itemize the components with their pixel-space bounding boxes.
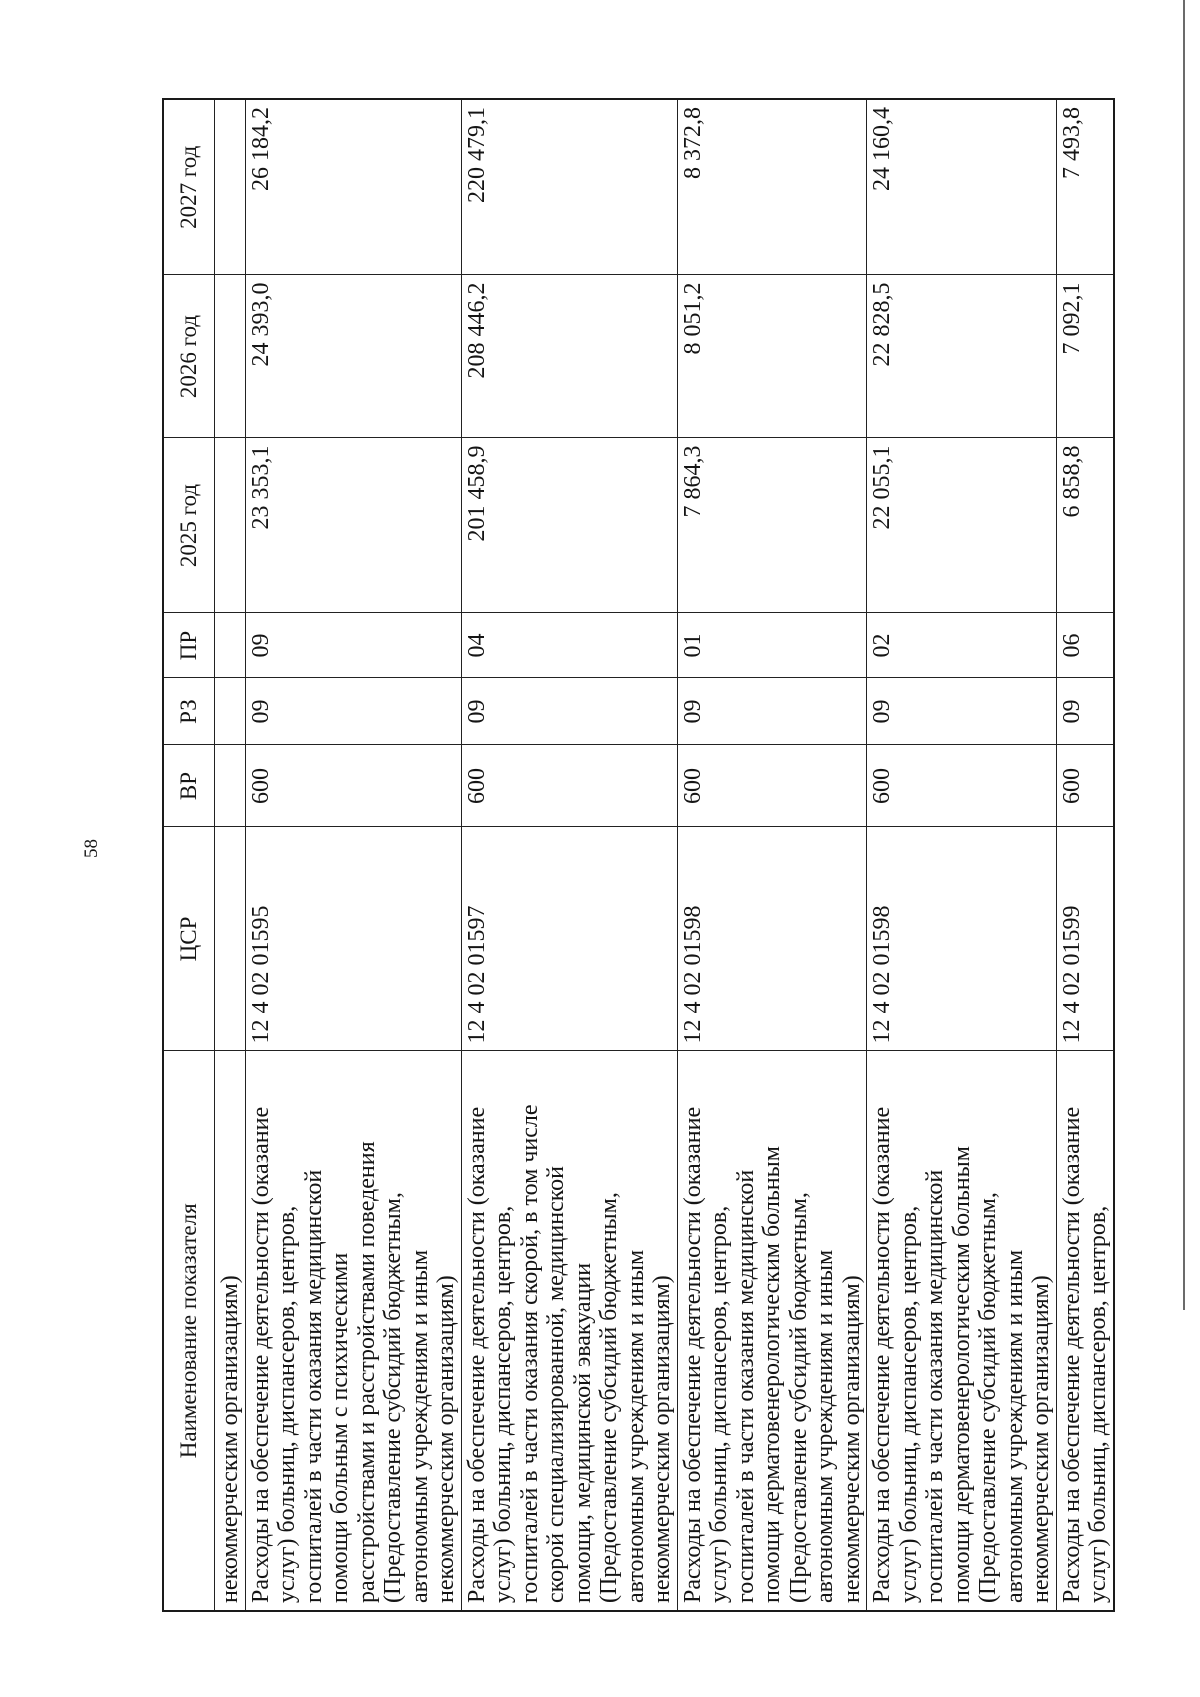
continuation-row	[215, 99, 246, 1611]
indicator-name-cell: Расходы на обеспечение деятельности (оказание услуг) больниц, диспансеров, центров, госпиталей в части оказания медицинской помощи дерматовенерологическим больным (Предоставление субсидий бюджетным, автономным учреждениям и иным некоммерческим организациям)	[677, 1051, 867, 1611]
value-2026-cell: 7 092,1	[1056, 275, 1114, 438]
value-2026-cell: 22 828,5	[867, 275, 1057, 438]
pr-cell: 02	[867, 613, 1057, 678]
vr-cell: 600	[677, 745, 867, 827]
value-2025-cell: 6 858,8	[1056, 438, 1114, 613]
csr-cell: 12 4 02 01598	[867, 827, 1057, 1051]
empty-cell	[215, 745, 246, 827]
value-2026-cell: 8 051,2	[677, 275, 867, 438]
value-2025-cell: 7 864,3	[677, 438, 867, 613]
vr-cell: 600	[1056, 745, 1114, 827]
empty-cell	[215, 438, 246, 613]
value-2027-cell: 24 160,4	[867, 99, 1057, 275]
value-2025-cell: 201 458,9	[461, 438, 677, 613]
header-year-2026: 2026 год	[163, 275, 215, 438]
vr-cell: 600	[867, 745, 1057, 827]
empty-cell	[215, 613, 246, 678]
indicator-name-cell: Расходы на обеспечение деятельности (оказание услуг) больниц, диспансеров, центров, госпиталей в части оказания медицинской помощи дерматовенерологическим больным (Предоставление субсидий бюджетным, автономным учреждениям и иным некоммерческим организациям)	[867, 1051, 1057, 1611]
header-year-2025: 2025 год	[163, 438, 215, 613]
empty-cell	[215, 678, 246, 745]
rz-cell: 09	[677, 678, 867, 745]
vr-cell: 600	[245, 745, 461, 827]
pr-cell: 09	[245, 613, 461, 678]
header-vr: ВР	[163, 745, 215, 827]
value-2027-cell: 220 479,1	[461, 99, 677, 275]
rz-cell: 09	[461, 678, 677, 745]
header-pr: ПР	[163, 613, 215, 678]
indicator-name-cell: Расходы на обеспечение деятельности (оказание услуг) больниц, диспансеров, центров, госпиталей в части оказания медицинской помощи больным с психическими расстройствами и расстройствами поведения (Предоставление субсидий бюджетным, автономным учреждениям и иным некоммерческим организациям)	[245, 1051, 461, 1611]
pr-cell: 04	[461, 613, 677, 678]
vr-cell: 600	[461, 745, 677, 827]
pr-cell: 01	[677, 613, 867, 678]
csr-cell: 12 4 02 01599	[1056, 827, 1114, 1051]
indicator-name-cell: Расходы на обеспечение деятельности (оказание услуг) больниц, диспансеров, центров, госпиталей в части оказания скорой, в том числе скорой специализированной, медицинской помощи, медицинской эвакуации (Предоставление субсидий бюджетным, автономным учреждениям и иным некоммерческим организациям)	[461, 1051, 677, 1611]
value-2027-cell: 26 184,2	[245, 99, 461, 275]
value-2027-cell: 7 493,8	[1056, 99, 1114, 275]
table-header-row	[163, 99, 215, 1611]
table-row	[245, 99, 461, 1611]
empty-cell	[215, 827, 246, 1051]
value-2026-cell: 208 446,2	[461, 275, 677, 438]
page-number: 58	[81, 839, 102, 858]
header-indicator-name: Наименование показателя	[163, 1051, 215, 1611]
value-2025-cell: 23 353,1	[245, 438, 461, 613]
value-2026-cell: 24 393,0	[245, 275, 461, 438]
header-rz: РЗ	[163, 678, 215, 745]
rz-cell: 09	[245, 678, 461, 745]
csr-cell: 12 4 02 01598	[677, 827, 867, 1051]
table-row	[461, 99, 677, 1611]
pr-cell: 06	[1056, 613, 1114, 678]
table-row	[1056, 99, 1114, 1611]
rz-cell: 09	[867, 678, 1057, 745]
table-row	[867, 99, 1057, 1611]
budget-table	[162, 98, 1115, 1612]
indicator-name-cell: Расходы на обеспечение деятельности (оказание услуг) больниц, диспансеров, центров,	[1056, 1051, 1114, 1611]
empty-cell	[215, 275, 246, 438]
rz-cell: 09	[1056, 678, 1114, 745]
value-2027-cell: 8 372,8	[677, 99, 867, 275]
empty-cell	[215, 99, 246, 275]
csr-cell: 12 4 02 01595	[245, 827, 461, 1051]
indicator-name-cell: некоммерческим организациям)	[215, 1051, 246, 1611]
header-csr: ЦСР	[163, 827, 215, 1051]
header-year-2027: 2027 год	[163, 99, 215, 275]
csr-cell: 12 4 02 01597	[461, 827, 677, 1051]
value-2025-cell: 22 055,1	[867, 438, 1057, 613]
table-row	[677, 99, 867, 1611]
